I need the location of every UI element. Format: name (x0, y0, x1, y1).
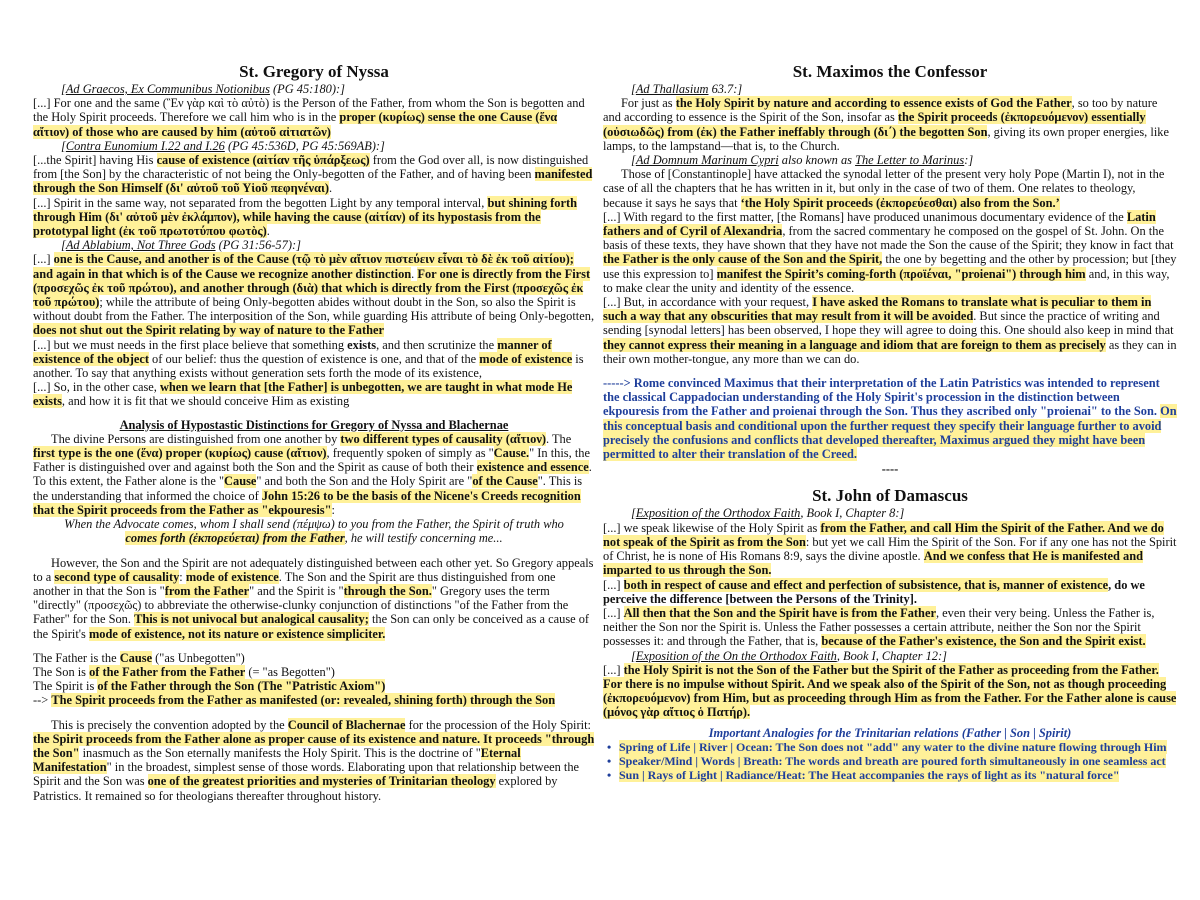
scripture-quote: When the Advocate comes, whom I shall send (πέμψω) to you from the Father, the Spirit of truth who comes forth (ἐκπορεύεται) from the Father, he will testify concerning me... (64, 517, 564, 546)
analysis-paragraph: However, the Son and the Spirit are not adequately distinguished between each other yet. So Gregory appeals to a second type of causality: mode of existence. The Son and the Spirit are thus distinguished from one another in that the Son is "from the Father" and the Spirit is "through the Son." Gregory uses the term "directly" (προσεχῶς) to abbreviate the otherwise-clunky conjunction of distinctions "of the Father from the Father" for the Son. This is not univocal but analogical causality; the Son can only be conceived as a cause of the Spirit's mode of existence, not its nature or existence simpliciter. (33, 555, 594, 641)
quote-paragraph: Those of [Constantinople] have attacked the synodal letter of the present very holy Pope (Martin I), not in the case of all the chapters that he has written in it, but only in the case of two of them. One relates to theology, because it says he says that ‘the Holy Spirit proceeds (ἐκπορεύεσθαι) also from the Son.’ (603, 167, 1165, 210)
quote-paragraph: For just as the Holy Spirit by nature and according to essence exists of God the Father, so too by nature and according to essence is the Spirit of the Son, insofar as the Spirit proceeds (ἐκπορευόμενον) essentially (οὐσιωδῶς) from (ἐκ) the Father ineffably through (δι΄) the begotten Son, giving its own proper energies, like lamps, to the lampstand—that is, to the Church. (603, 96, 1169, 153)
maximos-heading: St. Maximos the Confessor (792, 62, 988, 81)
quote-paragraph: [...] With regard to the first matter, [the Romans] have produced unanimous documentary evidence of the Latin fathers and of Cyril of Alexandria, from the sacred commentary he composed on the gospel of St. John. On the basis of these texts, they have shown that they have not made the Son the cause of the Spirit; they know in fact that the Father is the only cause of the Son and the Spirit, the one by begetting and the other by procession; but [they use this expression to] manifest the Spirit’s coming-forth (προϊέναι, "proienai") through him and, in this way, to make clear the unity and identity of the essence. (603, 209, 1177, 295)
gregory-heading: St. Gregory of Nyssa (239, 62, 389, 81)
summary-line: The Spirit is of the Father through the Son (The "Patristic Axiom") (33, 679, 386, 694)
analysis-paragraph: The divine Persons are distinguished from one another by two different types of causality (αἴτιον). The first type is the one (ἕνα) proper (κυρίως) cause (αἴτιον), frequently spoken of simply as "Cause." In this, the Father is distinguished over and against both the Son and the Spirit as cause of both their existence and essence. To this extent, the Father alone is the "Cause" and both the Son and the Holy Spirit are "of the Cause". This is the understanding that informed the choice of John 15:26 to be the basis of the Nicene's Creeds recognition that the Spirit proceeds from the Father as "ekpouresis": (33, 431, 592, 517)
quote-paragraph: [...] we speak likewise of the Holy Spirit as from the Father, and call Him the Spirit of the Father. And we do not speak of the Spirit as from the Son: but yet we call Him the Spirit of the Son. For if any one has not the Spirit of Christ, he is none of His Romans 8:9, says the divine apostle. And we confess that He is manifested and imparted to us through the Son. (603, 520, 1177, 578)
source-citation: [Contra Eunomium I.22 and I.26 (PG 45:536D, PG 45:569AB):] (61, 138, 385, 153)
quote-paragraph: [...] All then that the Son and the Spirit have is from the Father, even their very being. Unless the Father is, neither the Son nor the Spirit is. Unless the Father possesses a certain attribute, neither the Son nor the Spirit possesses it: and through the Father, that is, because of the Father's existence, the Son and the Spirit exist. (603, 605, 1155, 649)
list-item: • Speaker/Mind | Words | Breath: The words and breath are poured forth simultaneously in one seamless act (619, 754, 1177, 768)
analogies-heading: Important Analogies for the Trinitarian relations (Father | Son | Spirit) (708, 725, 1072, 740)
source-citation: [Ad Domnum Marinum Cypri also known as The Letter to Marinus:] (631, 153, 974, 168)
quote-paragraph: [...] both in respect of cause and effect and perfection of subsistence, that is, manner of existence, do we perceive the difference [between the Persons of the Trinity]. (603, 577, 1145, 606)
summary-line: --> The Spirit proceeds from the Father as manifested (or: revealed, shining forth) through the Son (33, 693, 556, 708)
analysis-paragraph: This is precisely the convention adopted by the Council of Blachernae for the procession of the Holy Spirit: the Spirit proceeds from the Father alone as proper cause of its existence and nature. It proceeds "through the Son" inasmuch as the Son eternally manifests the Holy Spirit. This is the doctrine of "Eternal Manifestation" in the broadest, simplest sense of those words. Elaborating upon that relationship between the Spirit and the Son was one of the greatest priorities and mysteries of Trinitarian theology explored by Patristics. It remained so for theologians thereafter throughout history. (33, 717, 595, 803)
quote-paragraph: [...] For one and the same (Ἓν γὰρ καὶ τὸ αὐτὸ) is the Person of the Father, from whom the Son is begotten and the Holy Spirit proceeds. Therefore we call him who is in the proper (κυρίως) sense the one Cause (ἕνα αἴτιον) of those who are caused by him (αὐτοῦ αἰτιατῶν) (33, 96, 585, 139)
quote-paragraph: [...] Spirit in the same way, not separated from the begotten Light by any temporal interval, but shining forth through Him (δι' αὐτοῦ μὲν ἐκλάμπον), while having the cause (αἰτίαν) of its hypostasis from the prototypal light (ἐκ τοῦ πρωτοτύπου φωτὸς). (33, 195, 577, 239)
summary-line: The Father is the Cause ("as Unbegotten") (33, 650, 245, 665)
source-citation: [Ad Ablabium, Not Three Gods (PG 31:56-57):] (61, 238, 301, 253)
list-item: • Sun | Rays of Light | Radiance/Heat: The Heat accompanies the rays of light as its "natural force" (619, 768, 1177, 782)
analysis-heading: Analysis of Hypostastic Distinctions for Gregory of Nyssa and Blachernae (119, 417, 509, 432)
quote-paragraph: [...] So, in the other case, when we learn that [the Father] is unbegotten, we are taught in what mode He exists, and how it is fit that we should conceive Him as existing (33, 380, 573, 409)
source-citation: [Exposition of the On the Orthodox Faith, Book I, Chapter 12:] (631, 648, 947, 663)
john-heading: St. John of Damascus (812, 486, 968, 506)
section-divider: ---- (881, 462, 899, 477)
quote-paragraph: [...] but we must needs in the first place believe that something exists, and then scrutinize the manner of existence of the object of our belief: thus the question of existence is one, and that of the mode of existence is another. To say that anything exists without generation sets forth the mode of its existence, (33, 337, 584, 381)
right-column (603, 62, 1177, 782)
summary-line: The Son is of the Father from the Father (= "as Begotten") (33, 664, 335, 679)
analogies-list (603, 740, 1177, 783)
quote-paragraph: [...] the Holy Spirit is not the Son of the Father but the Spirit of the Father as proceeding from the Father. For there is no impulse without Spirit. And we speak also of the Spirit of the Son, not as though proceeding (ἐκπορευόμενον) from Him, but as proceeding through Him as from the Father. For the Father alone is cause (μόνος γὰρ αἴτιος ὁ Πατήρ). (603, 662, 1177, 720)
list-item: • Spring of Life | River | Ocean: The Son does not "add" any water to the divine nature flowing through Him (619, 740, 1177, 754)
left-column (33, 62, 595, 803)
quote-paragraph: [...] one is the Cause, and another is of the Cause (τῷ τὸ μὲν αἴτιον πιστεύειν εἶναι τὸ δὲ ἐκ τοῦ αἰτίου); and again in that which is of the Cause we recognize another distinction. For one is directly from the First (προσεχῶς ἐκ τοῦ πρώτου), and another through (διὰ) that which is directly from the First (προσεχῶς ἐκ τοῦ πρώτου); while the attribute of being Only-begotten abides without doubt in the Son, so also the Spirit is without doubt from the Father. The interposition of the Son, while guarding His attribute of being Only-begotten, does not shut out the Spirit relating by way of nature to the Father (33, 252, 595, 338)
commentary-note: -----> Rome convinced Maximus that their interpretation of the Latin Patristics was intended to represent the classical Cappadocian understanding of the Holy Spirit's procession in the distinction between ekpouresis from the Father and proienai through the Son. Thus they ascribed only "proienai" to the Son. On this conceptual basis and conditional upon the further request they specify their language further to avoid precisely the confusions and conflicts that developed thereafter, Maximus argued they might have been permitted to alter their translation of the Creed. (603, 376, 1177, 462)
quote-paragraph: [...the Spirit] having His cause of existence (αἰτίαν τῆς ὑπάρξεως) from the God over all, is now distinguished from [the Son] by the characteristic of not being the Only-begotten of the Father, and of having been manifested through the Son Himself (δι' αὐτοῦ τοῦ Υἱοῦ πεφηνέναι). (33, 153, 593, 196)
source-citation: [Ad Graecos, Ex Communibus Notionibus (PG 45:180):] (61, 82, 345, 96)
quote-paragraph: [...] But, in accordance with your request, I have asked the Romans to translate what is peculiar to them in such a way that any obscurities that may result from it will be avoided. But since the practice of writing and sending [synodal letters] has been observed, I hope they will agree to doing this. One should also keep in mind that they cannot express their meaning in a language and idiom that are foreign to them as precisely as they can in their own mother-tongue, any more than we can do. (603, 295, 1177, 366)
source-citation: [Ad Thallasium 63.7:] (631, 82, 743, 96)
source-citation: [Exposition of the Orthodox Faith, Book I, Chapter 8:] (631, 506, 905, 521)
